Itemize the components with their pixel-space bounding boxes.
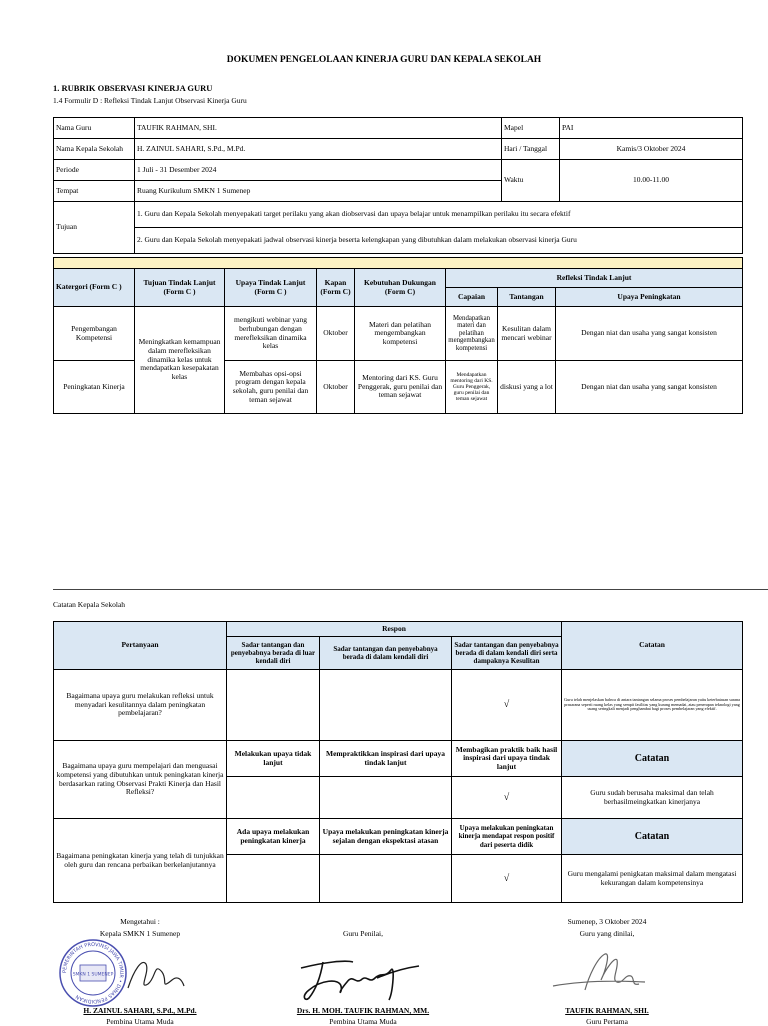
stamp-ring-text: PEMERINTAH PROVINSI JAWA TIMUR • DINAS PENDIDIKAN (61, 941, 125, 1005)
header-peningkatan: Upaya Peningkatan (556, 288, 743, 307)
row2-kapan: Oktober (317, 361, 355, 414)
row1-peningkatan: Dengan niat dan usaha yang sangat konsisten (556, 307, 743, 361)
header-kategori: Katergori (Form C ) (54, 269, 135, 307)
row1-kategori: Pengembangan Kompetensi (54, 307, 135, 361)
question-2: Bagaimana upaya guru mempelajari dan menguasai kompetensi yang dibutuhkan untuk peningkatan kinerja berdasarkan rating Observasi Prakti Kinerja dan Hasil Refleksi? (54, 741, 227, 819)
header-pertanyaan: Pertanyaan (54, 622, 227, 670)
signature-left (120, 950, 190, 1000)
kepsek-label: Nama Kepala Sekolah (54, 139, 135, 160)
sig-left-line2: Kepala SMKN 1 Sumenep (99, 929, 181, 938)
row1-tantangan: Kesulitan dalam mencari webinar (498, 307, 556, 361)
question-1: Bagaimana upaya guru melakukan refleksi untuk menyadari kesulitannya dalam peningkatan pembelajaran? (54, 670, 227, 741)
document-title: DOKUMEN PENGELOLAAN KINERJA GURU DAN KEPALA SEKOLAH (226, 55, 542, 65)
header-tujuan: Tujuan Tindak Lanjut (Form C ) (135, 269, 225, 307)
divider (53, 589, 768, 590)
question-3: Bagaimana peningkatan kinerja yang telah di tunjukkan oleh guru dan rencana perbaikan berkelanjutannya (54, 819, 227, 903)
q2-catatan-head: Catatan (562, 741, 743, 777)
q1-resp-1 (227, 670, 320, 741)
row2-kebutuhan: Mentoring dari KS. Guru Penggerak, guru penilai dan teman sejawat (355, 361, 446, 414)
row2-tantangan: diskusi yang a lot (498, 361, 556, 414)
q3-catatan-head: Catatan (562, 819, 743, 855)
stamp-center-text: SMKN 1 SUMENEP (72, 972, 114, 978)
plan-table (53, 257, 743, 414)
table-row (54, 307, 743, 361)
waktu-value: 10.00-11.00 (560, 160, 743, 202)
respon-option-3: Sadar tantangan dan penyebabnya berada di dalam kendali diri serta dampaknya Kesulitan (452, 637, 562, 670)
q2-resp-2 (320, 777, 452, 819)
header-upaya: Upaya Tindak Lanjut (Form C ) (225, 269, 317, 307)
header-kebutuhan: Kebutuhan Dukungan (Form C) (355, 269, 446, 307)
waktu-label: Waktu (502, 160, 560, 202)
sig-right-rank: Guru Pertama (586, 1017, 628, 1026)
sig-mid-line1: Guru Penilai, (343, 929, 383, 938)
sig-mid-name: Drs. H. MOH. TAUFIK RAHMAN, MM. (296, 1006, 430, 1015)
header-catatan: Catatan (562, 622, 743, 670)
respon-option-1: Sadar tantangan dan penyebabnya berada di luar kendali diri (227, 637, 320, 670)
q1-note: Guru telah menjelaskan bahwa di antara tantangan selama proses pembelajaran yaitu keterbatasan sarana prasarana seperti ruang kelas yang sempit fasilitas yang kurang memadai, atau penerapan teknologi yang usang seringkali menjadi penghambat bagi proses pembelajaran yang efektif. (562, 670, 743, 741)
nama-guru-value: TAUFIK RAHMAN, SHI. (135, 118, 502, 139)
q3-note: Guru mengalami penigkatan maksimal dalam mengatasi kekurangan dalam kompetensinya (562, 855, 743, 903)
q3-check: √ (452, 855, 562, 903)
row1-capaian: Mendapatkan materi dan pelatihan mengembangkan kompetensi (446, 307, 498, 361)
q3-option-3: Upaya melakukan peningkatan kinerja mendapat respon positif dari peserta didik (452, 819, 562, 855)
info-table (53, 117, 743, 254)
sig-right-line1: Guru yang dinilai, (579, 929, 635, 938)
row2-kategori: Peningkatan Kinerja (54, 361, 135, 414)
catatan-title: Catatan Kepala Sekolah (53, 600, 126, 609)
q2-resp-1 (227, 777, 320, 819)
header-capaian: Capaian (446, 288, 498, 307)
sig-left-name: H. ZAINUL SAHARI, S.Pd., M.Pd. (83, 1006, 197, 1015)
row1-kebutuhan: Materi dan pelatihan mengembangkan kompetensi (355, 307, 446, 361)
q3-resp-1 (227, 855, 320, 903)
header-refleksi: Refleksi Tindak Lanjut (446, 269, 743, 288)
q3-resp-2 (320, 855, 452, 903)
periode-value: 1 Juli - 31 Desember 2024 (135, 160, 502, 181)
q1-check: √ (452, 670, 562, 741)
tempat-label: Tempat (54, 181, 135, 202)
section-heading: 1. RUBRIK OBSERVASI KINERJA GURU (53, 83, 213, 93)
q2-check: √ (452, 777, 562, 819)
q3-option-1: Ada upaya melakukan peningkatan kinerja (227, 819, 320, 855)
row2-peningkatan: Dengan niat dan usaha yang sangat konsisten (556, 361, 743, 414)
tujuan-item-1: 1. Guru dan Kepala Sekolah menyepakati target perilaku yang akan diobservasi dan upaya belajar untuk menampilkan perilaku itu secara efektif (135, 202, 743, 228)
q2-option-2: Mempraktikkan inspirasi dari upaya tindak lanjut (320, 741, 452, 777)
signature-right (545, 946, 655, 1004)
row2-capaian: Mendapatkan mentoring dari KS. Guru Penggerak, guru penilai dan teman sejawat (446, 361, 498, 414)
catatan-table (53, 621, 743, 903)
tujuan-label: Tujuan (54, 202, 135, 254)
row1-upaya: mengikuti webinar yang berhubungan dengan merefleksikan dinamika kelas (225, 307, 317, 361)
periode-label: Periode (54, 160, 135, 181)
sig-mid-rank: Pembina Utama Muda (329, 1017, 397, 1026)
tujuan-shared: Meningkatkan kemampuan dalam merefleksikan dinamika kelas untuk mendapatkan kesepakatan kelas (135, 307, 225, 414)
sig-right-name: TAUFIK RAHMAN, SHI. (565, 1006, 649, 1015)
signature-middle (295, 948, 425, 1006)
row2-upaya: Membahas opsi-opsi program dengan kepala sekolah, guru penilai dan teman sejawat (225, 361, 317, 414)
highlight-bar (54, 258, 743, 269)
sig-right-date: Sumenep, 3 Oktober 2024 (567, 917, 647, 926)
header-respon: Respon (227, 622, 562, 637)
tempat-value: Ruang Kurikulum SMKN 1 Sumenep (135, 181, 502, 202)
q2-note: Guru sudah berusaha maksimal dan telah berhasilmeingkatkan kinerjanya (562, 777, 743, 819)
mapel-value: PAI (560, 118, 743, 139)
row1-kapan: Oktober (317, 307, 355, 361)
sig-left-rank: Pembina Utama Muda (106, 1017, 174, 1026)
section-subheading: 1.4 Formulir D : Refleksi Tindak Lanjut Observasi Kinerja Guru (53, 96, 247, 105)
hari-value: Kamis/3 Oktober 2024 (560, 139, 743, 160)
kepsek-value: H. ZAINUL SAHARI, S.Pd., M.Pd. (135, 139, 502, 160)
hari-label: Hari / Tanggal (502, 139, 560, 160)
q3-option-2: Upaya melakukan peningkatan kinerja sejalan dengan ekspektasi atasan (320, 819, 452, 855)
school-stamp (58, 938, 128, 1008)
q2-option-3: Membagikan praktik baik hasil inspirasi dari upaya tindak lanjut (452, 741, 562, 777)
q1-resp-2 (320, 670, 452, 741)
q2-option-1: Melakukan upaya tidak lanjut (227, 741, 320, 777)
tujuan-item-2: 2. Guru dan Kepala Sekolah menyepakati jadwal observasi kinerja beserta kelengkapan yang dibutuhkan dalam melakukan observasi kinerja Guru (135, 228, 743, 254)
mapel-label: Mapel (502, 118, 560, 139)
header-tantangan: Tantangan (498, 288, 556, 307)
header-kapan: Kapan (Form C) (317, 269, 355, 307)
sig-left-line1: Mengetahui : (120, 917, 160, 926)
nama-guru-label: Nama Guru (54, 118, 135, 139)
respon-option-2: Sadar tantangan dan penyebabnya berada di dalam kendali diri (320, 637, 452, 670)
